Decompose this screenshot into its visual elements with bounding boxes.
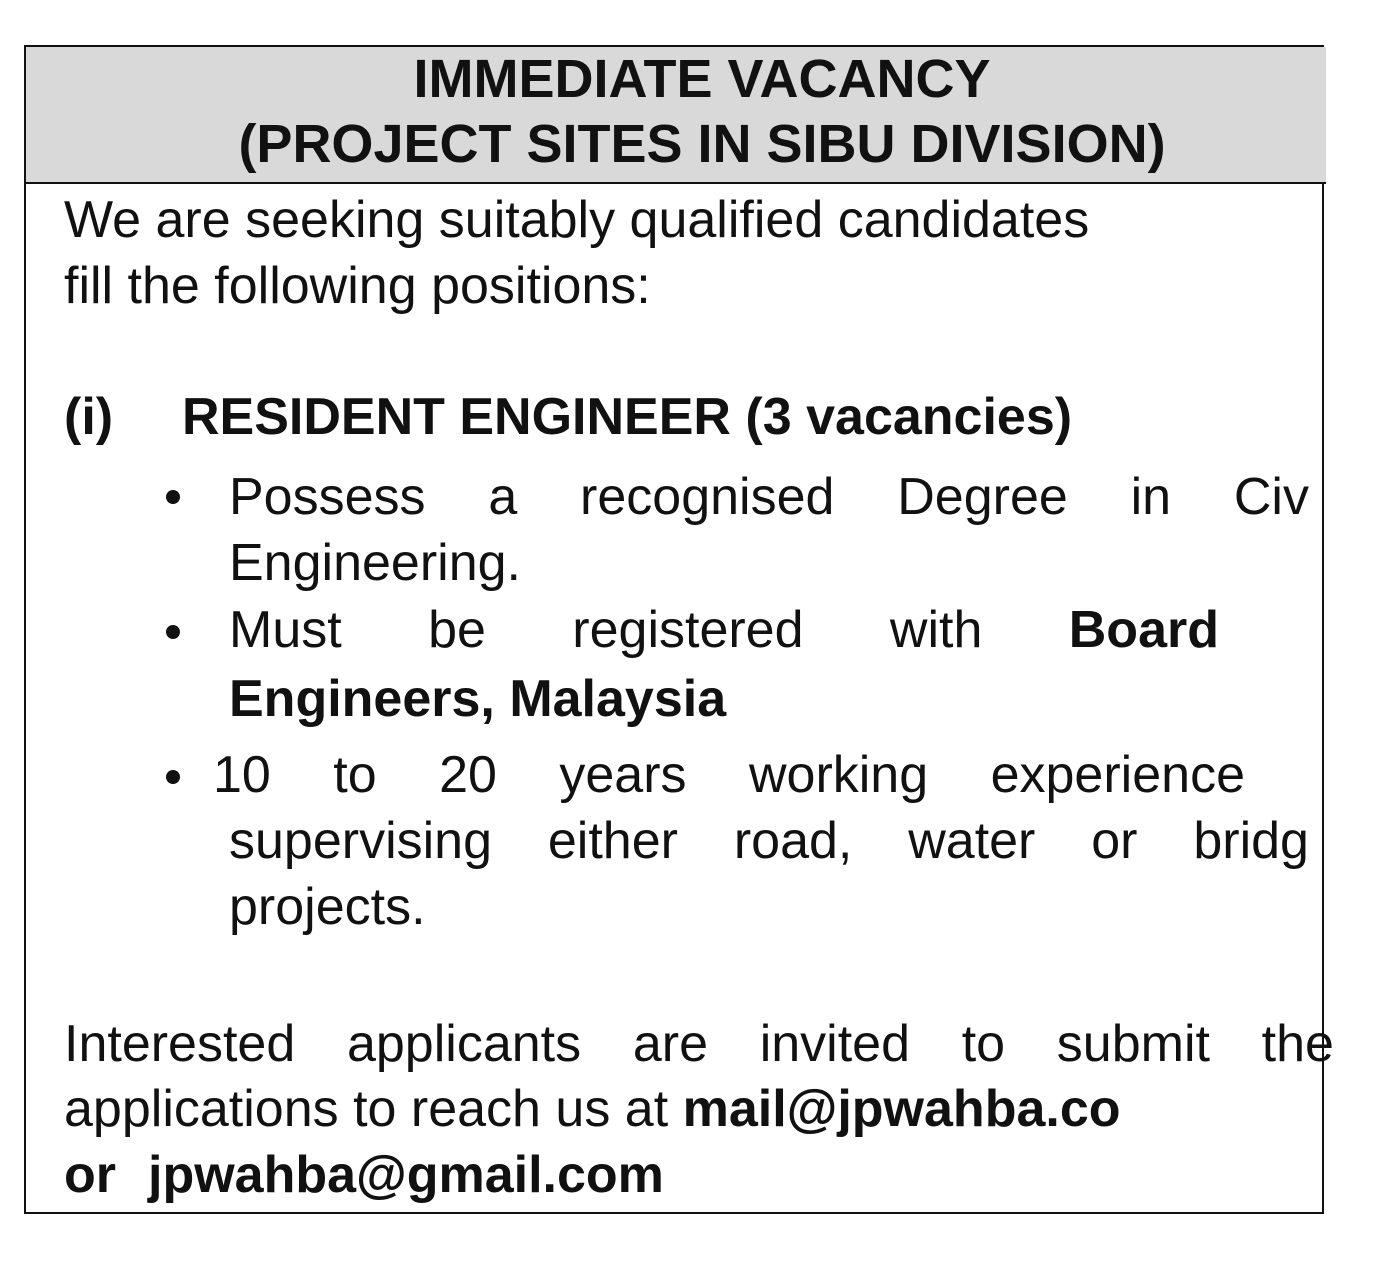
word: Must [229, 601, 342, 659]
intro-line-1: We are seeking suitably qualified candidates [64, 191, 1090, 249]
word: in [1130, 468, 1172, 526]
closing-line-1 [64, 1012, 1334, 1076]
word: Interested [64, 1015, 296, 1073]
requirement-degree-line-1 [229, 465, 1309, 529]
word: to [333, 746, 377, 804]
word: with [889, 601, 983, 659]
bullet-icon [166, 490, 180, 504]
word: be [428, 601, 486, 659]
word: road, [733, 812, 853, 870]
bullet-icon [166, 770, 180, 784]
word: Civ [1233, 468, 1309, 526]
closing-line-3 [64, 1143, 664, 1207]
word: applicants [346, 1015, 582, 1073]
word: years [559, 746, 687, 804]
vacancy-header [26, 47, 1326, 184]
word: Board [1068, 601, 1219, 659]
position-number: (i) [64, 388, 114, 446]
requirement-registration-line-1 [229, 598, 1219, 662]
word: Possess [229, 468, 426, 526]
word: experience [990, 746, 1245, 804]
word: 20 [439, 746, 497, 804]
intro-line-2: fill the following positions: [64, 257, 651, 315]
vacancy-title: IMMEDIATE VACANCY [413, 49, 991, 109]
word: submit [1056, 1015, 1210, 1073]
requirement-experience-line-1 [213, 743, 1245, 807]
word: the [1261, 1015, 1334, 1073]
word: registered [572, 601, 804, 659]
word: are [632, 1015, 708, 1073]
word: or [1091, 812, 1138, 870]
word: either [547, 812, 678, 870]
word: working [748, 746, 929, 804]
bullet-icon [166, 625, 180, 639]
requirement-registration-line-2: Engineers, Malaysia [229, 670, 727, 728]
vacancy-subtitle: (PROJECT SITES IN SIBU DIVISION) [238, 114, 1166, 174]
requirement-experience-line-2 [229, 809, 1309, 873]
word: to [961, 1015, 1006, 1073]
closing-line-2 [64, 1077, 1121, 1141]
requirement-degree-line-2: Engineering. [229, 534, 521, 592]
word: 10 [213, 746, 271, 804]
word: invited [759, 1015, 910, 1073]
word: bridg [1193, 812, 1309, 870]
contact-email-secondary[interactable]: jpwahba@gmail.com [148, 1146, 664, 1204]
closing-line-2-text: applications to reach us at [64, 1080, 683, 1138]
word: water [908, 812, 1036, 870]
contact-email-primary[interactable]: mail@jpwahba.co [682, 1080, 1121, 1138]
position-title: RESIDENT ENGINEER (3 vacancies) [182, 388, 1073, 446]
word: Degree [897, 468, 1068, 526]
closing-or: or [64, 1146, 116, 1204]
word: recognised [580, 468, 835, 526]
word: supervising [229, 812, 493, 870]
requirement-experience-line-3: projects. [229, 878, 426, 936]
word: a [488, 468, 518, 526]
